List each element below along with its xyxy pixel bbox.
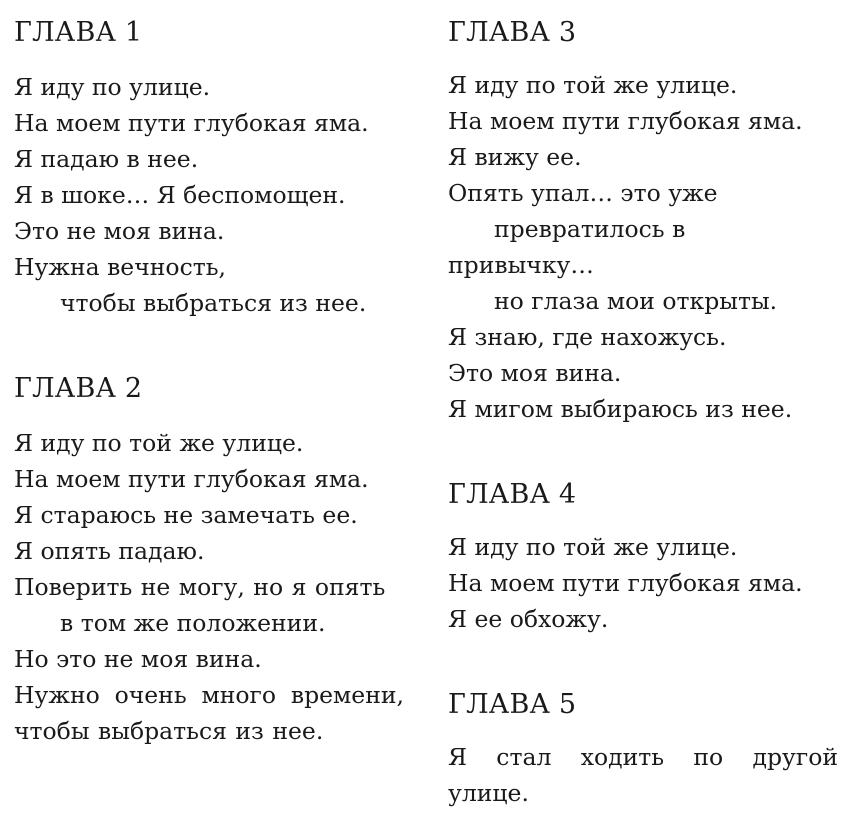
- chapter-lines: [448, 67, 838, 427]
- chapter-lines: [14, 425, 404, 749]
- chapter-title: ГЛАВА 2: [14, 373, 143, 404]
- poem-line: Я вижу ее.: [448, 143, 582, 171]
- chapter-section: [14, 371, 404, 749]
- poem-line: в том же положении.: [60, 609, 326, 637]
- chapter-title: ГЛАВА 1: [14, 17, 143, 48]
- poem-line: Я в шоке… Я беспомощен.: [14, 181, 346, 209]
- poem-line: превратилось в: [494, 215, 686, 243]
- chapter-title: ГЛАВА 3: [448, 17, 577, 48]
- chapter-section: [448, 477, 838, 637]
- poem-line: На моем пути глубокая яма.: [14, 109, 369, 137]
- poem-line: Поверить не могу, но я опять: [14, 573, 386, 601]
- left-column: [14, 15, 404, 838]
- poem-line: Я ее обхожу.: [448, 605, 609, 633]
- poem-line: Я мигом выбираюсь из нее.: [448, 395, 793, 423]
- poem-line: Я падаю в нее.: [14, 145, 199, 173]
- poem-line: Я иду по той же улице.: [14, 429, 304, 457]
- poem-line: Я иду по той же улице.: [448, 71, 738, 99]
- poem-line: Я стараюсь не замечать ее.: [14, 501, 358, 529]
- poem-line: Это моя вина.: [448, 359, 622, 387]
- poem-line: На моем пути глубокая яма.: [448, 569, 803, 597]
- poem-line: Я иду по улице.: [14, 73, 211, 101]
- chapter-section: [448, 15, 838, 427]
- poem-line: Я опять падаю.: [14, 537, 205, 565]
- poem-line: Я стал ходить по другой улице.: [448, 743, 838, 807]
- poem-line: Опять упал… это уже: [448, 179, 718, 207]
- poem-line: На моем пути глубокая яма.: [14, 465, 369, 493]
- chapter-lines: [448, 739, 838, 811]
- poem-line: Я иду по той же улице.: [448, 533, 738, 561]
- poem-line: Нужна вечность,: [14, 253, 226, 281]
- poem-line: Это не моя вина.: [14, 217, 225, 245]
- right-column: [448, 15, 838, 838]
- poem-line: На моем пути глубокая яма.: [448, 107, 803, 135]
- poem-line: но глаза мои открыты.: [494, 287, 778, 315]
- poem-line: привычку…: [448, 251, 594, 279]
- poem-line: Я знаю, где нахожусь.: [448, 323, 727, 351]
- poem-line: Но это не моя вина.: [14, 645, 262, 673]
- chapter-lines: [14, 69, 404, 321]
- chapter-title: ГЛАВА 4: [448, 479, 577, 510]
- chapter-section: [448, 687, 838, 811]
- poem-line: чтобы выбраться из нее.: [60, 289, 367, 317]
- poem-line: Нужно очень много времени, чтобы выбраться из нее.: [14, 681, 404, 745]
- chapter-lines: [448, 529, 838, 637]
- chapter-section: [14, 15, 404, 321]
- chapter-title: ГЛАВА 5: [448, 689, 577, 720]
